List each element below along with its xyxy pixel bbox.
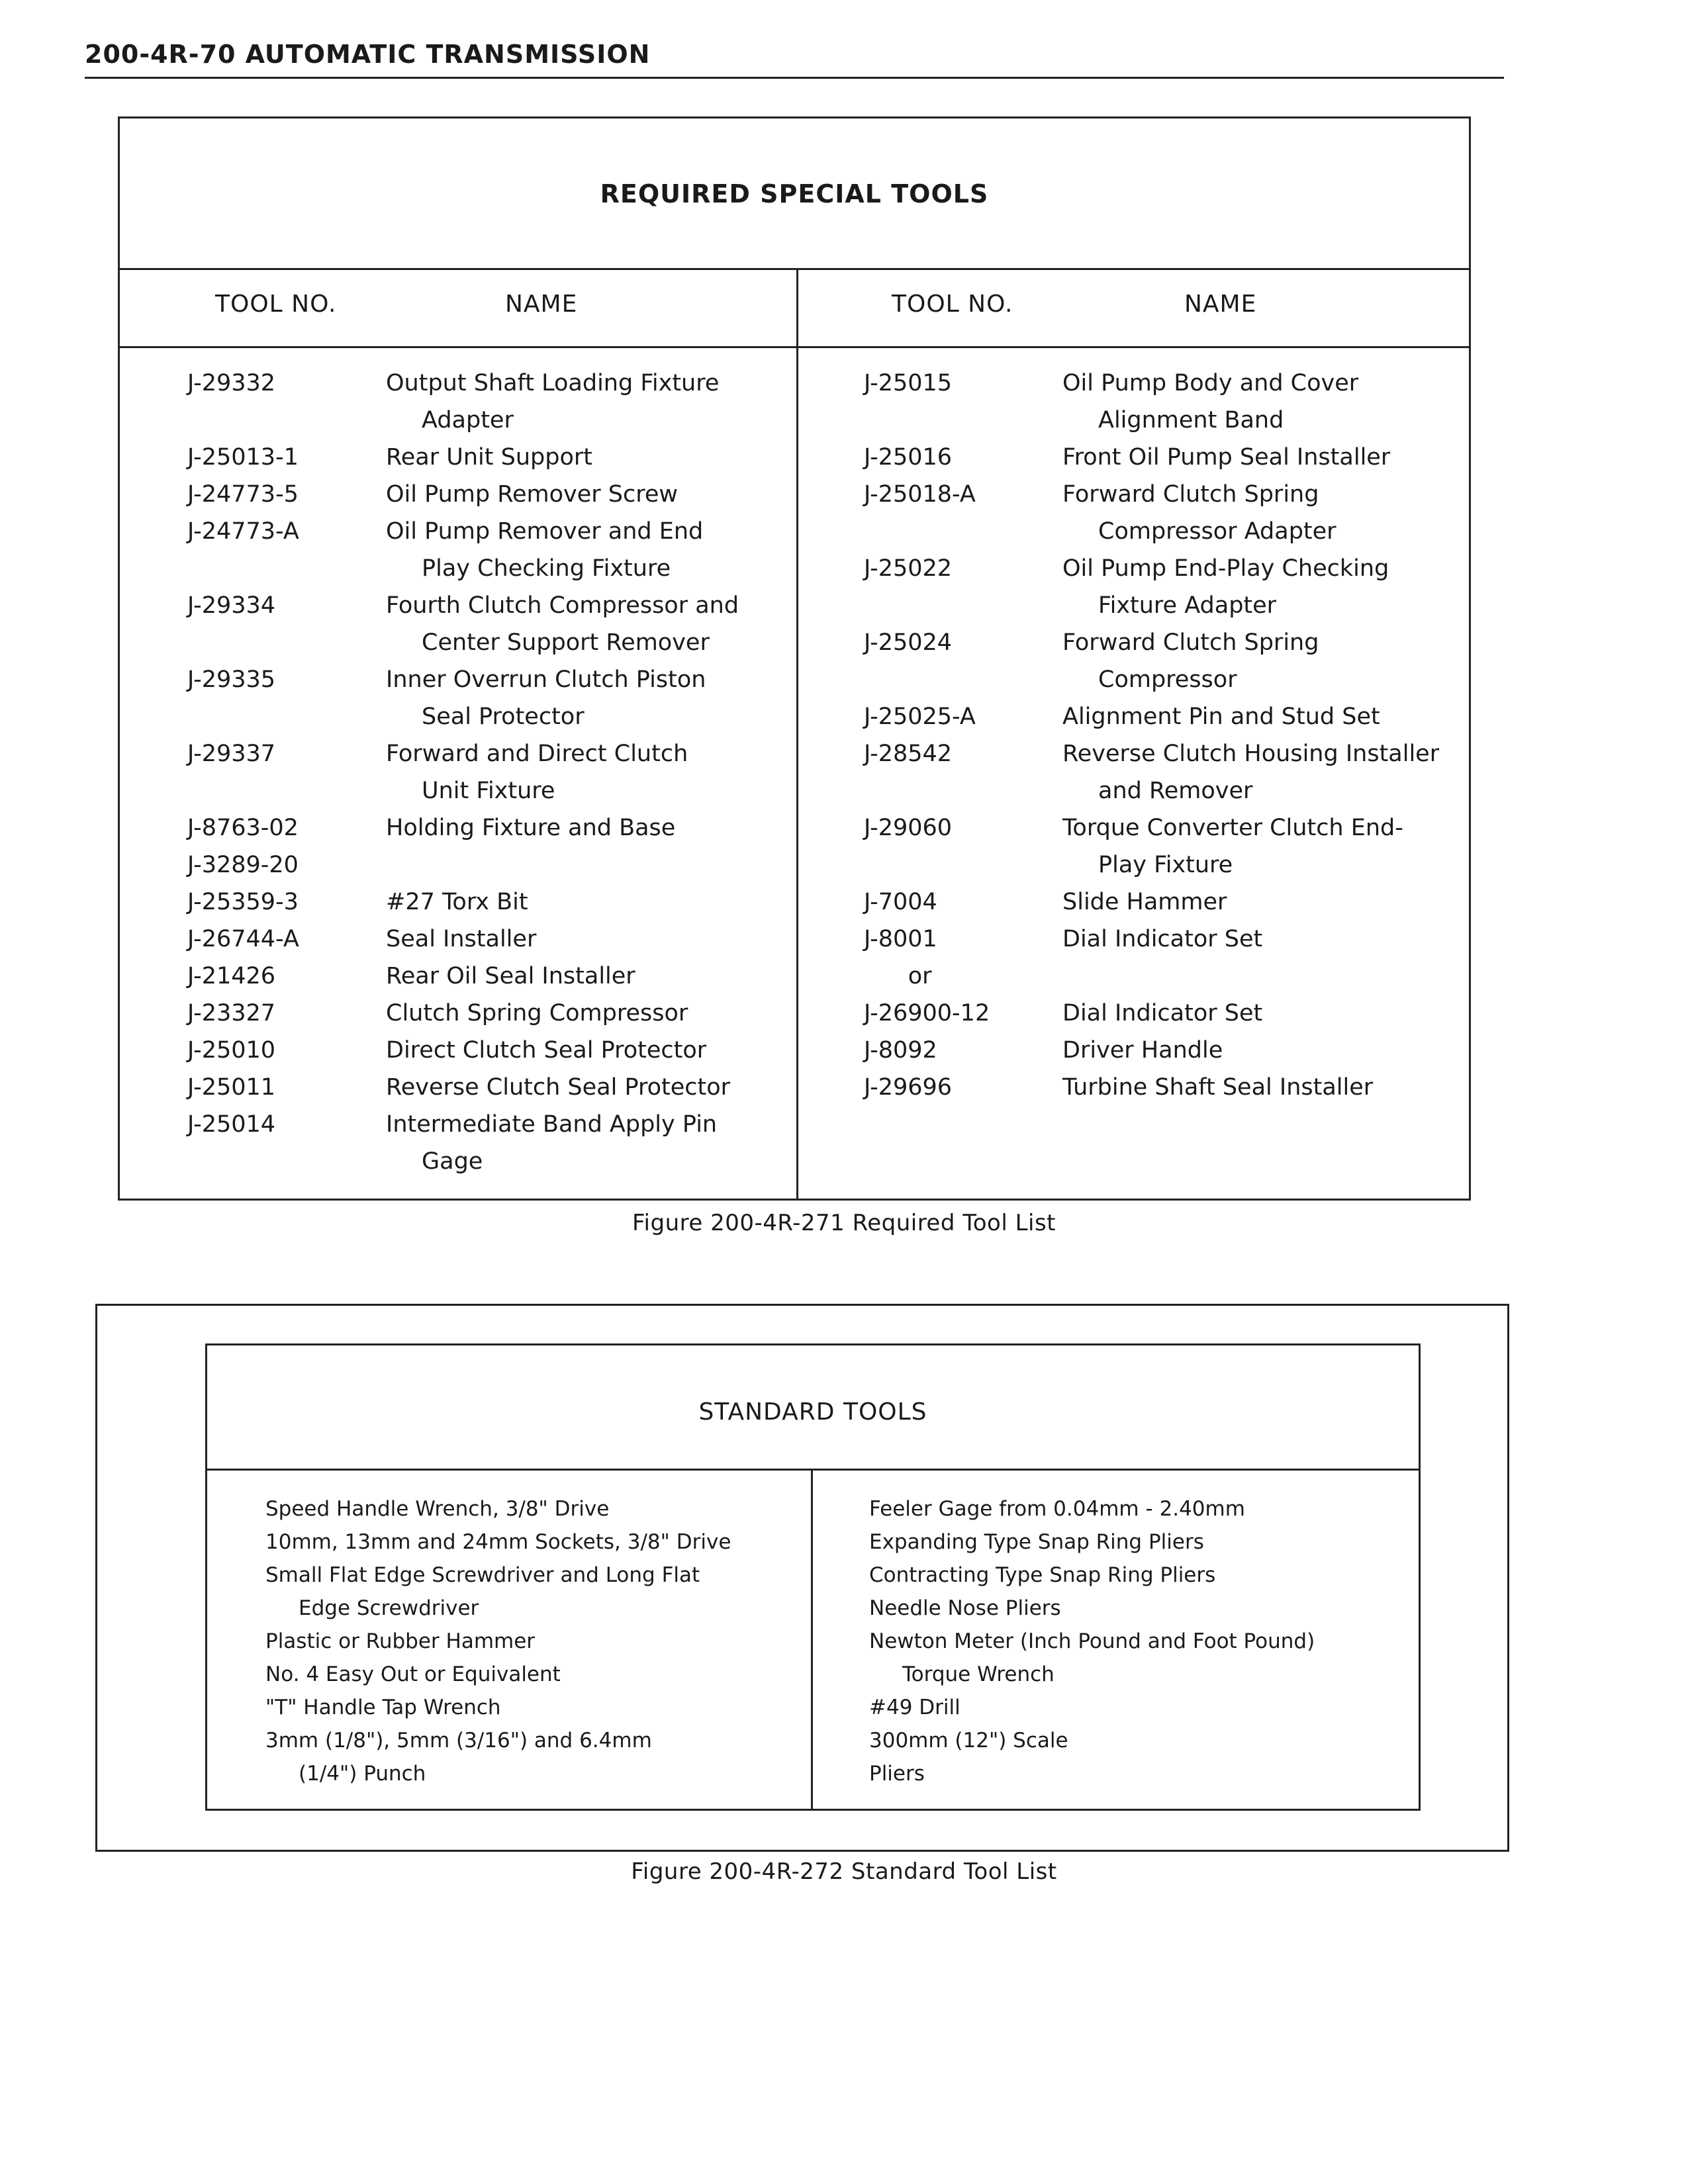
standard-tool-item: 300mm (12") Scale (869, 1729, 1068, 1752)
tool-row (864, 884, 1460, 921)
tool-number: J-29337 (187, 741, 276, 767)
tool-row (187, 958, 783, 995)
tool-number: J-23327 (187, 1000, 276, 1026)
standard-tool-item: Plastic or Rubber Hammer (265, 1629, 536, 1653)
tool-number: J-24773-A (187, 518, 299, 545)
tool-row (864, 958, 1460, 995)
col-header-name-right: NAME (1184, 291, 1257, 318)
tool-name: Torque Converter Clutch End- (1062, 815, 1403, 841)
tool-number: J-25010 (187, 1037, 276, 1064)
tool-number: J-3289-20 (187, 852, 299, 878)
tool-number: J-25022 (864, 555, 953, 582)
divider (120, 268, 1469, 270)
tool-name: Direct Clutch Seal Protector (386, 1037, 707, 1064)
tool-row (187, 735, 783, 772)
figure-caption-271: Figure 200-4R-271 Required Tool List (632, 1210, 1056, 1236)
tool-number: J-24773-5 (187, 481, 299, 508)
col-header-name-left: NAME (505, 291, 578, 318)
tool-row (864, 995, 1460, 1032)
standard-tool-item: Speed Handle Wrench, 3/8" Drive (265, 1497, 610, 1521)
standard-tools-title: STANDARD TOOLS (698, 1398, 927, 1426)
tool-name: Oil Pump Remover Screw (386, 481, 679, 508)
divider (120, 346, 1469, 348)
tool-row (864, 587, 1460, 624)
tool-row (187, 513, 783, 550)
standard-tool-item: "T" Handle Tap Wrench (265, 1696, 501, 1719)
tool-number: J-25013-1 (187, 444, 299, 471)
tool-row (864, 624, 1460, 661)
col-header-tool-no-right: TOOL NO. (892, 291, 1013, 318)
tool-row (864, 846, 1460, 884)
standard-tool-item: 3mm (1/8"), 5mm (3/16") and 6.4mm (265, 1729, 652, 1752)
tool-number: or (864, 963, 932, 989)
tool-name: Rear Unit Support (386, 444, 592, 471)
standard-tools-left-column (265, 1492, 731, 1790)
column-divider (796, 268, 798, 1199)
tool-name: Gage (422, 1148, 483, 1175)
tool-row (864, 698, 1460, 735)
tool-name: Dial Indicator Set (1062, 926, 1263, 952)
standard-tool-item: Torque Wrench (902, 1662, 1055, 1686)
tool-name: Adapter (422, 407, 514, 433)
tool-number: J-8001 (864, 926, 937, 952)
tool-number: J-25018-A (864, 481, 976, 508)
standard-tool-item: 10mm, 13mm and 24mm Sockets, 3/8" Drive (265, 1530, 731, 1554)
tool-number: J-29334 (187, 592, 276, 619)
tool-name: Forward Clutch Spring (1062, 629, 1319, 656)
tool-row (187, 402, 783, 439)
standard-tool-item: #49 Drill (869, 1696, 961, 1719)
tool-row (187, 772, 783, 809)
tool-name: Slide Hammer (1062, 889, 1227, 915)
tool-name: Intermediate Band Apply Pin (386, 1111, 718, 1138)
tool-name: Front Oil Pump Seal Installer (1062, 444, 1391, 471)
tool-number: J-8092 (864, 1037, 937, 1064)
tool-row (187, 846, 783, 884)
tool-number: J-29060 (864, 815, 953, 841)
tool-row (864, 661, 1460, 698)
tool-name: Unit Fixture (422, 778, 555, 804)
tool-row (864, 921, 1460, 958)
tool-row (187, 1106, 783, 1143)
tool-name: Seal Protector (422, 704, 585, 730)
tool-name: Play Checking Fixture (422, 555, 671, 582)
tool-number: J-29332 (187, 370, 276, 396)
tool-row (187, 1069, 783, 1106)
tool-name: Driver Handle (1062, 1037, 1223, 1064)
tool-name: Alignment Pin and Stud Set (1062, 704, 1380, 730)
standard-tool-item: No. 4 Easy Out or Equivalent (265, 1662, 561, 1686)
tool-row (187, 587, 783, 624)
tool-number: J-21426 (187, 963, 276, 989)
tool-number: J-26900-12 (864, 1000, 990, 1026)
standard-tool-item: Small Flat Edge Screwdriver and Long Flat (265, 1563, 700, 1587)
tool-row (187, 884, 783, 921)
tool-row (864, 735, 1460, 772)
tool-number: J-25024 (864, 629, 953, 656)
standard-tool-item: (1/4") Punch (299, 1762, 426, 1786)
tool-row (187, 476, 783, 513)
tool-row (187, 698, 783, 735)
divider (207, 1469, 1419, 1471)
tool-row (864, 402, 1460, 439)
tool-name: Output Shaft Loading Fixture (386, 370, 720, 396)
required-tools-left-column (187, 365, 783, 1180)
tool-name: Alignment Band (1098, 407, 1284, 433)
tool-name: Oil Pump Remover and End (386, 518, 704, 545)
page-header: 200-4R-70 AUTOMATIC TRANSMISSION (85, 40, 651, 69)
tool-name: Reverse Clutch Housing Installer (1062, 741, 1440, 767)
tool-name: Fourth Clutch Compressor and (386, 592, 739, 619)
tool-number: J-25015 (864, 370, 953, 396)
tool-name: #27 Torx Bit (386, 889, 528, 915)
required-tools-title: REQUIRED SPECIAL TOOLS (600, 179, 989, 208)
figure-caption-272: Figure 200-4R-272 Standard Tool List (631, 1858, 1057, 1885)
tool-name: Rear Oil Seal Installer (386, 963, 635, 989)
tool-name: Clutch Spring Compressor (386, 1000, 688, 1026)
tool-row (187, 624, 783, 661)
tool-name: Inner Overrun Clutch Piston (386, 666, 706, 693)
tool-number: J-7004 (864, 889, 937, 915)
tool-name: Reverse Clutch Seal Protector (386, 1074, 731, 1101)
tool-row (187, 1143, 783, 1180)
tool-name: Turbine Shaft Seal Installer (1062, 1074, 1374, 1101)
tool-name: Compressor Adapter (1098, 518, 1336, 545)
standard-tool-item: Edge Screwdriver (299, 1596, 479, 1620)
standard-tool-item: Pliers (869, 1762, 925, 1786)
tool-row (187, 661, 783, 698)
required-tools-right-column (864, 365, 1460, 1106)
required-tools-table (118, 116, 1471, 1201)
tool-row (864, 809, 1460, 846)
standard-tool-item: Contracting Type Snap Ring Pliers (869, 1563, 1216, 1587)
tool-number: J-29335 (187, 666, 276, 693)
tool-name: Fixture Adapter (1098, 592, 1277, 619)
tool-number: J-25359-3 (187, 889, 299, 915)
tool-name: Forward and Direct Clutch (386, 741, 688, 767)
tool-row (864, 1032, 1460, 1069)
col-header-tool-no-left: TOOL NO. (215, 291, 337, 318)
tool-name: Seal Installer (386, 926, 537, 952)
tool-row (187, 921, 783, 958)
tool-number: J-29696 (864, 1074, 953, 1101)
tool-row (187, 550, 783, 587)
tool-number: J-25016 (864, 444, 953, 471)
tool-number: J-25011 (187, 1074, 276, 1101)
column-divider (811, 1469, 813, 1809)
standard-tool-item: Newton Meter (Inch Pound and Foot Pound) (869, 1629, 1315, 1653)
tool-number: J-25025-A (864, 704, 976, 730)
tool-row (864, 772, 1460, 809)
header-rule (85, 77, 1504, 79)
standard-tool-item: Feeler Gage from 0.04mm - 2.40mm (869, 1497, 1245, 1521)
tool-name: Dial Indicator Set (1062, 1000, 1263, 1026)
tool-name: Forward Clutch Spring (1062, 481, 1319, 508)
standard-tools-table (205, 1343, 1421, 1811)
tool-name: Oil Pump End-Play Checking (1062, 555, 1389, 582)
tool-row (864, 513, 1460, 550)
tool-name: Compressor (1098, 666, 1237, 693)
tool-row (864, 1069, 1460, 1106)
tool-number: J-25014 (187, 1111, 276, 1138)
tool-row (864, 439, 1460, 476)
standard-tool-item: Expanding Type Snap Ring Pliers (869, 1530, 1204, 1554)
tool-number: J-28542 (864, 741, 953, 767)
tool-name: Holding Fixture and Base (386, 815, 676, 841)
standard-tool-item: Needle Nose Pliers (869, 1596, 1061, 1620)
tool-name: Center Support Remover (422, 629, 710, 656)
tool-name: Oil Pump Body and Cover (1062, 370, 1359, 396)
tool-number: J-8763-02 (187, 815, 299, 841)
tool-row (187, 1032, 783, 1069)
tool-row (187, 995, 783, 1032)
tool-row (864, 476, 1460, 513)
tool-row (187, 365, 783, 402)
tool-row (864, 365, 1460, 402)
tool-number: J-26744-A (187, 926, 299, 952)
tool-name: and Remover (1098, 778, 1253, 804)
tool-name: Play Fixture (1098, 852, 1233, 878)
tool-row (187, 439, 783, 476)
standard-tools-right-column (869, 1492, 1315, 1790)
tool-row (864, 550, 1460, 587)
tool-row (187, 809, 783, 846)
